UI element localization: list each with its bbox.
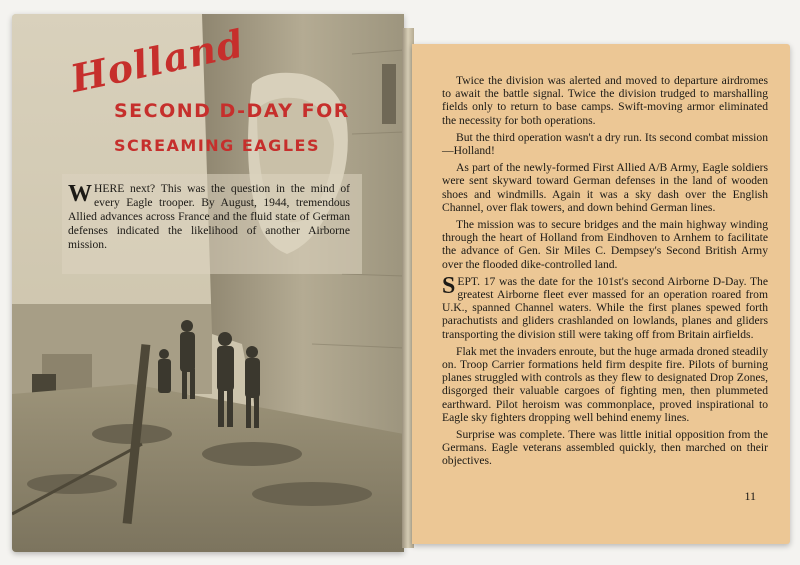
sept-text: EPT. 17 was the date for the 101st's second Airborne D-Day. The greatest Airborne fleet ever massed for an operation roared from U.K., spanned Channel waters. While the first planes spewed forth parachutists and gliders crashlanded on lowlands, planes and gliders transporting the division still were taking off from Britain airfields. (442, 274, 768, 341)
paragraph: Surprise was complete. There was little initial opposition from the Germans. Eagle veterans assembled quickly, then marched on their objectives. (442, 428, 768, 468)
title-screaming-eagles: SCREAMING EAGLES (114, 136, 320, 155)
holland-script-title: Holland (66, 20, 249, 101)
body-text (442, 74, 768, 472)
sept-dropcap: S (442, 272, 456, 299)
paragraph: As part of the newly-formed First Allied A/B Army, Eagle soldiers were sent skyward toward German defenses in the land of wooden shoes and windmills. Again it was a sky dash over the English Channel, over flak towers, and down behind German lines. (442, 161, 768, 214)
sept-paragraph (442, 272, 768, 341)
intro-text: HERE next? This was the question in the mind of every Eagle trooper. By August, 1944, tremendous Allied advances across France and the fluid state of German defenses indicated the likelihood of another Airborne mission. (68, 182, 350, 251)
paragraph: Twice the division was alerted and moved to departure airdromes to await the battle signal. Twice the division trudged to marshalling fields only to return to base camps. Swift-moving armor eliminated the necessity for both operations. (442, 74, 768, 127)
intro-dropcap: W (68, 181, 92, 207)
intro-paragraph (68, 182, 350, 252)
left-page (12, 14, 404, 552)
war-photograph (12, 14, 404, 552)
paragraph: But the third operation wasn't a dry run. Its second combat mission—Holland! (442, 130, 768, 158)
page-number: 11 (744, 489, 756, 503)
paragraph: The mission was to secure bridges and the main highway winding through the heart of Holland from Eindhoven to Arnhem to facilitate the advance of Gen. Sir Miles C. Dempsey's Second British Army over the flooded dike-controlled land. (442, 218, 768, 271)
right-page (412, 44, 790, 544)
open-booklet (12, 14, 796, 554)
paragraph: Flak met the invaders enroute, but the huge armada droned steadily on. Troop Carrier formations held firm despite fire. Pilots of burning planes struggled with controls as they flew to designated Drop Zones, disgorged their valuable cargoes of fighting men, then plummeted earthward. Pilot heroism was commonplace, proved inspirational to Eagle sky fighters dropping well behind enemy lines. (442, 344, 768, 424)
title-second-d-day: SECOND D-DAY FOR (114, 100, 350, 122)
